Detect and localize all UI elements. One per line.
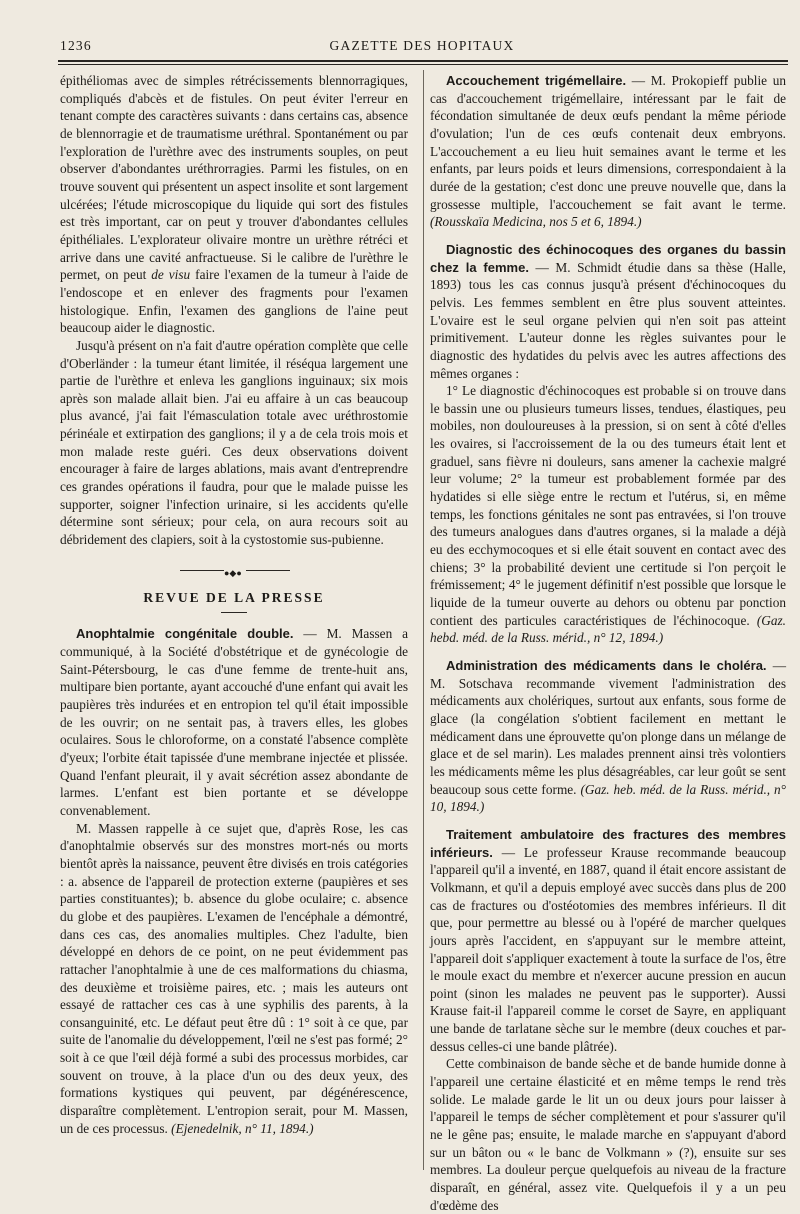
paragraph — [60, 72, 408, 337]
article-text: — Le professeur Krause recommande beaucoup l'appareil qu'il a inventé, en 1887, quand il était encore assistant de Volkmann, et qu'il a depuis employé avec succès dans plus de 200 cas de fractures ou d'ostéotomies des membres inférieurs. Il dit que, pour permettre au blessé ou à l'opéré de marcher quelques jours après l'accident, en s'appuyant sur le membre atteint, l'appareil doit s'appliquer exactement à toute la surface de l'os, être le moule exact du membre et n'exercer aucune pression en aucun point (sinon les malades ne peuvent pas le supporter). Aussi Krause fait-il l'appareil comme le corset de Sayre, en appliquant une bande de tarlatane sèche sur le membre (deux couches et par-dessus celles-ci une bande plâtrée). — [430, 844, 786, 1054]
article-text: — M. Schmidt étudie dans sa thèse (Halle, 1893) tous les cas connus jusqu'à présent d'échinocoques du pelvis. Les femmes semblent en être plus souvent atteintes. L'ovaire est le seul organe pelvien qui n'en soit pas atteint primitivement. L'auteur donne les règles suivantes pour le diagnostic des hydatides du pelvis avec les autres affections des mêmes organes : — [430, 259, 786, 381]
column-divider — [423, 70, 424, 1170]
article-text: — M. Massen a communiqué, à la Société d'obstétrique et de gynécologie de Saint-Pétersbourg, le cas d'une femme de trente-huit ans, multipare bien portante, ayant accouché d'une enfant qui avait les paupières très indurées et en entropion tel qu'il était impossible de les ouvrir; on ne sentait pas, à travers elles, les globes oculaires. Sous le chloroforme, on a constaté l'absence complète d'yeux; l'orbite était tapissée d'une membrane injectée et plissée. Quand l'enfant pleurait, il y avait sécrétion assez abondante de larmes. L'enfant est bien portante et se développe convenablement. — [60, 626, 409, 818]
article-fractures — [430, 826, 786, 1056]
article-headline: Traitement ambulatoire des fractures des membres inférieurs. — [430, 826, 786, 860]
italic-text: de visu — [151, 267, 191, 283]
text-run: épithéliomas avec de simples rétrécissements blennorragiques, compliqués d'abcès et de fistules. On peut éviter l'erreur en tenant compte des caractères suivants : dans certains cas, absence de blennorragie et de traumatisme uréthral. Spontanément ou par l'exploration de l'urèthre avec des instruments souples, on peut observer d'abondantes uréthrorragies. Parmi les fistules, on en trouve souvent qui présentent un aspect insolite et sont largement ulcérées; l'étude microscopique du liquide qui sort des fistules est très important, car on peut y trouver d'abondantes cellules épithéliales. L'explorateur olivaire montre un urèthre rétréci et arrive dans une cavité anfractueuse. Si le calibre de l'urèthre le permet, on peut — [60, 73, 408, 283]
paragraph — [430, 382, 786, 647]
article-text: M. Massen rappelle à ce sujet que, d'après Rose, les cas d'anophtalmie observés sur des monstres mort-nés ou morts bientôt après la naissance, peuvent être divisés en trois catégories : a. absence de l'appareil de protection externe (paupières et ses parties constituantes); b. absence du globe oculaire; c. absence du globe et des paupières. L'examen de l'encéphale a démontré, dans ces cas, des anomalies multiples. Chez l'adulte, bien développé en dehors de ce point, on ne peut évidemment pas rattacher l'anophtalmie à une de ces malformations du chiasma, des deuxième et troisième paires, etc. ; mais les auteurs ont essayé de rattacher ces cas à une syphilis des parents, à la consanguinité, etc. Le défaut peut être dû : 1° soit à ce que, par suite de l'anomalie du développement, l'œil ne s'est pas formé; 2° soit à ce que l'œil déjà formé a subi des processus morbides, car souvent on trouve, à la place d'un ou des deux yeux, des formations kystiques qui peuvent, par dégénérescence, disparaître complètement. L'entropion serait, pour M. Massen, un de ces processus. — [60, 820, 408, 1136]
section-title: REVUE DE LA PRESSE — [143, 589, 325, 605]
article-reference: (Gaz. heb. méd. de la Russ. mérid., n° 10, 1894.) — [430, 781, 787, 815]
running-title: GAZETTE DES HOPITAUX — [329, 38, 515, 53]
header-rule-thick — [58, 60, 788, 62]
section-ornament — [60, 559, 408, 581]
article-headline: Anophtalmie congénitale double. — [76, 626, 294, 642]
header-rule-thin — [58, 64, 788, 65]
right-column — [430, 72, 786, 1214]
article-text: — M. Sotschava recommande vivement l'administration des médicaments aux cholériques, surtout aux enfants, sous forme de glace (la congélation s'obtient facilement en mettant le médicament dans une éprouvette qu'on plonge dans un mélange de glace et de sel marin). Les malades prennent ainsi très volontiers les médicaments même les plus désagréables, car leur goût se sent beaucoup sous cette forme. — [430, 658, 786, 797]
article-trigemellaire — [430, 72, 786, 231]
page-header — [58, 38, 786, 58]
article-cholera — [430, 657, 786, 816]
ornament-dots: ●◆● — [224, 567, 242, 578]
text-run: faire l'examen de la tumeur à l'aide de l'endoscope et en enlever des fragments pour l'examen histologique. Enfin, l'examen des ganglions de l'aine peut beaucoup aider le diagnostic. — [60, 267, 409, 336]
article-reference: (Ejenedelnik, n° 11, 1894.) — [171, 1120, 314, 1136]
article-headline: Accouchement trigémellaire. — [446, 73, 627, 88]
page-number: 1236 — [60, 38, 92, 53]
article-headline: Diagnostic des échinocoques des organes du bassin chez la femme. — [430, 241, 786, 275]
article-headline: Administration des médicaments dans le choléra. — [446, 658, 767, 673]
paragraph: Jusqu'à présent on n'a fait d'autre opération complète que celle d'Oberländer : la tumeur étant limitée, il réséqua largement une partie de l'urèthre et enleva les ganglions inguinaux; six mois après son malade allait bien. J'ai eu affaire à un cas beaucoup plus avancé, j'ai fait l'émasculation totale avec uréthrostomie périnéale et extirpation des ganglions; il y a de cela trois mois et mon malade reste guéri. Ces deux observations doivent encourager à faire de larges ablations, mais avant d'entreprendre ces grandes opérations il faudra, pour que le malade puisse les supporter, soigner l'infection urinaire, si les accidents qu'elle détermine sont sérieux; pour cela, on aura recours soit au débridement des clapiers, soit à la cystostomie sus-pubienne. — [60, 337, 408, 548]
title-rule — [221, 612, 247, 613]
ornament-line — [246, 570, 290, 571]
article-text: — M. Prokopieff publie un cas d'accouchement trigémellaire, intéressant par le fait de fécondation simultanée de deux œufs pendant la même période d'ovulation; l'un de ces œufs contenait deux embryons. L'accouchement a eu lieu huit semaines avant le terme et les enfants, par leurs poids et leurs dimensions, correspondaient à la durée de la gestation; c'est donc une preuve nouvelle que, dans la grossesse multiple, l'accouchement se fait avant le terme. — [430, 73, 787, 212]
paragraph — [60, 820, 408, 1138]
article-reference: (Rousskaïa Medicina, nos 5 et 6, 1894.) — [430, 214, 642, 230]
article-reference: (Gaz. hebd. méd. de la Russ. mérid., n° 12, 1894.) — [430, 612, 786, 646]
paragraph: Cette combinaison de bande sèche et de bande humide donne à l'appareil une certaine élasticité et en même temps le rend très solide. Le malade garde le lit un ou deux jours pour laisser à l'appareil le temps de sécher complètement et pour s'assurer qu'il ne le gêne pas; ensuite, le malade marche en s'appuyant d'abord sur un bâton ou « le banc de Volkmann » (?), ensuite sur ses membres. La douleur perçue quelquefois au niveau de la fracture disparaît, en général, assez vite. Quelquefois il y a un peu d'œdème des — [430, 1056, 786, 1213]
article-text: 1° Le diagnostic d'échinocoques est probable si on trouve dans le bassin une ou plusieurs tumeurs lisses, tendues, élastiques, peu mobiles, non douloureuses à la pression, si on sent à côté d'elles les ovaires, si l'accroissement de la ou des tumeurs était lent et graduel, sans fièvre ni douleurs, sans amener la cachexie malgré leur volume; 2° la tumeur est probablement formée par des hydatides si elle siège entre le rectum et l'utérus, si, en même temps, les fonctions génitales ne sont pas entravées, si l'on trouve des tumeurs analogues dans d'autres organes, si la malade a déjà eu des ecchymocoques et si elle était souvent en contact avec des chiens; 3° la probabilité devient une certitude si l'on perçoit le frémissement; 4° le jugement définitif n'est possible que lorsque le liquide de la tumeur ouverte au dehors ou obtenu par ponction contient des particules caractéristiques de l'échinocoque. — [430, 383, 786, 628]
left-column — [60, 72, 408, 1137]
article-echinocoques — [430, 241, 786, 382]
ornament-line — [180, 570, 224, 571]
article-anophtalmie — [60, 625, 408, 819]
